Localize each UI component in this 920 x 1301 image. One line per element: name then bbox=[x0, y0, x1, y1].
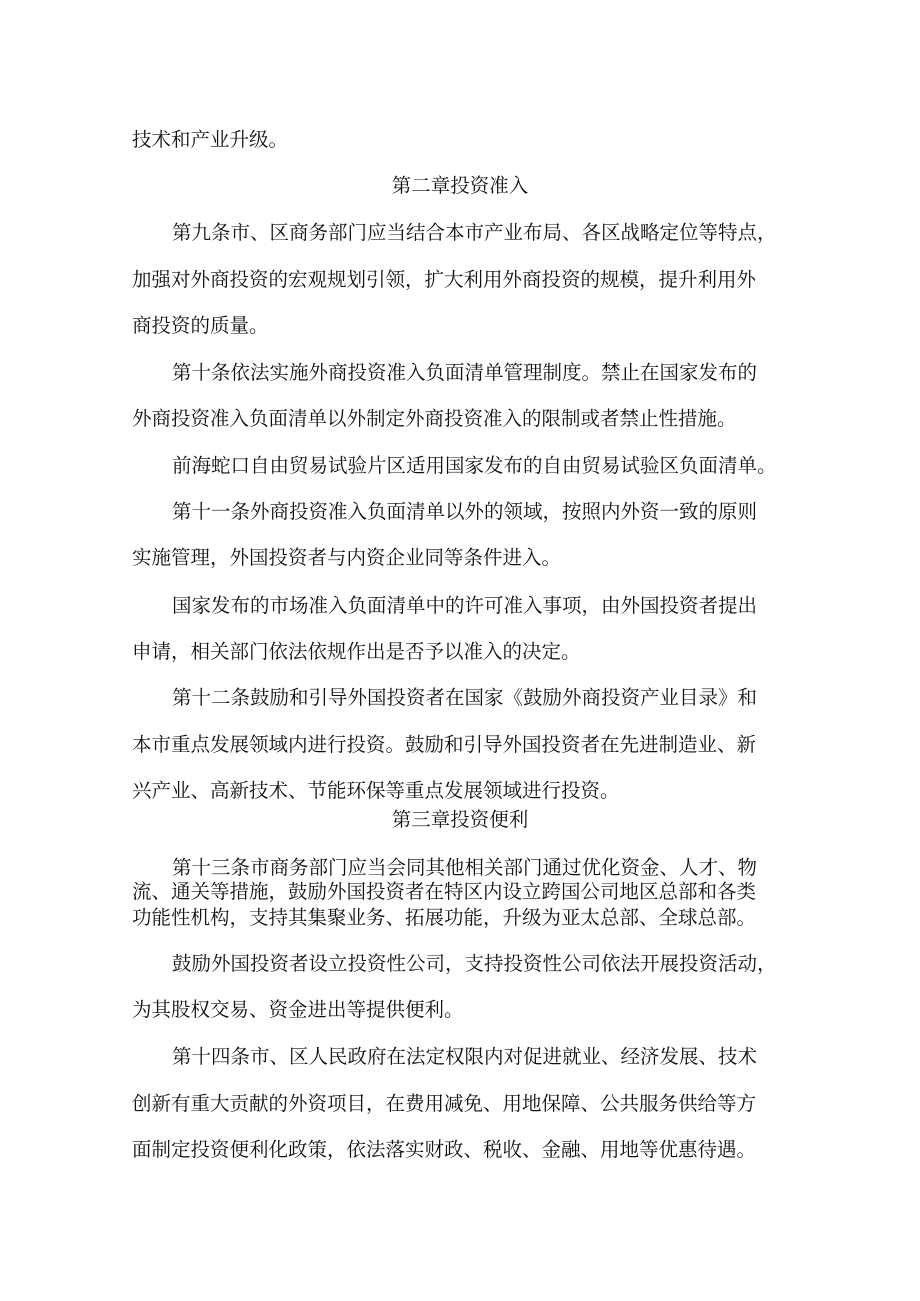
text-line: 创新有重大贡献的外资项目，在费用减免、用地保障、公共服务供给等方 bbox=[132, 1092, 757, 1115]
text-line: 外商投资准入负面清单以外制定外商投资准入的限制或者禁止性措施。 bbox=[132, 407, 737, 430]
text-line: 为其股权交易、资金进出等提供便利。 bbox=[132, 998, 464, 1021]
text-line: 技术和产业升级。 bbox=[132, 128, 289, 151]
article-9-line: 第九条市、区商务部门应当结合本市产业布局、各区战略定位等特点， bbox=[172, 221, 777, 244]
text-line: 申请，相关部门依法依规作出是否予以准入的决定。 bbox=[132, 640, 581, 663]
text-line: 加强对外商投资的宏观规划引领，扩大利用外商投资的规模，提升利用外 bbox=[132, 268, 757, 291]
paragraph-line: 国家发布的市场准入负面清单中的许可准入事项，由外国投资者提出 bbox=[172, 594, 758, 617]
article-14-line: 第十四条市、区人民政府在法定权限内对促进就业、经济发展、技术 bbox=[172, 1045, 758, 1068]
text-line: 流、通关等措施，鼓励外国投资者在特区内设立跨国公司地区总部和各类 bbox=[132, 880, 757, 903]
article-10-line: 第十条依法实施外商投资准入负面清单管理制度。禁止在国家发布的 bbox=[172, 361, 758, 384]
text-line: 兴产业、高新技术、节能环保等重点发展领域进行投资。 bbox=[132, 779, 620, 802]
chapter-heading: 第三章投资便利 bbox=[391, 808, 529, 831]
text-line: 面制定投资便利化政策，依法落实财政、税收、金融、用地等优惠待遇。 bbox=[132, 1138, 757, 1161]
text-line: 实施管理，外国投资者与内资企业同等条件进入。 bbox=[132, 546, 562, 569]
chapter-heading: 第二章投资准入 bbox=[391, 174, 529, 197]
text-line: 本市重点发展领域内进行投资。鼓励和引导外国投资者在先进制造业、新 bbox=[132, 733, 757, 756]
article-12-line: 第十二条鼓励和引导外国投资者在国家《鼓励外商投资产业目录》和 bbox=[172, 686, 758, 709]
article-11-line: 第十一条外商投资准入负面清单以外的领域，按照内外资一致的原则 bbox=[172, 500, 758, 523]
text-line: 功能性机构，支持其集聚业务、拓展功能，升级为亚太总部、全球总部。 bbox=[132, 906, 757, 929]
paragraph-line: 前海蛇口自由贸易试验片区适用国家发布的自由贸易试验区负面清单。 bbox=[172, 454, 777, 477]
article-13-line: 第十三条市商务部门应当会同其他相关部门通过优化资金、人才、物 bbox=[172, 856, 758, 879]
text-line: 商投资的质量。 bbox=[132, 314, 269, 337]
paragraph-line: 鼓励外国投资者设立投资性公司，支持投资性公司依法开展投资活动， bbox=[172, 952, 777, 975]
